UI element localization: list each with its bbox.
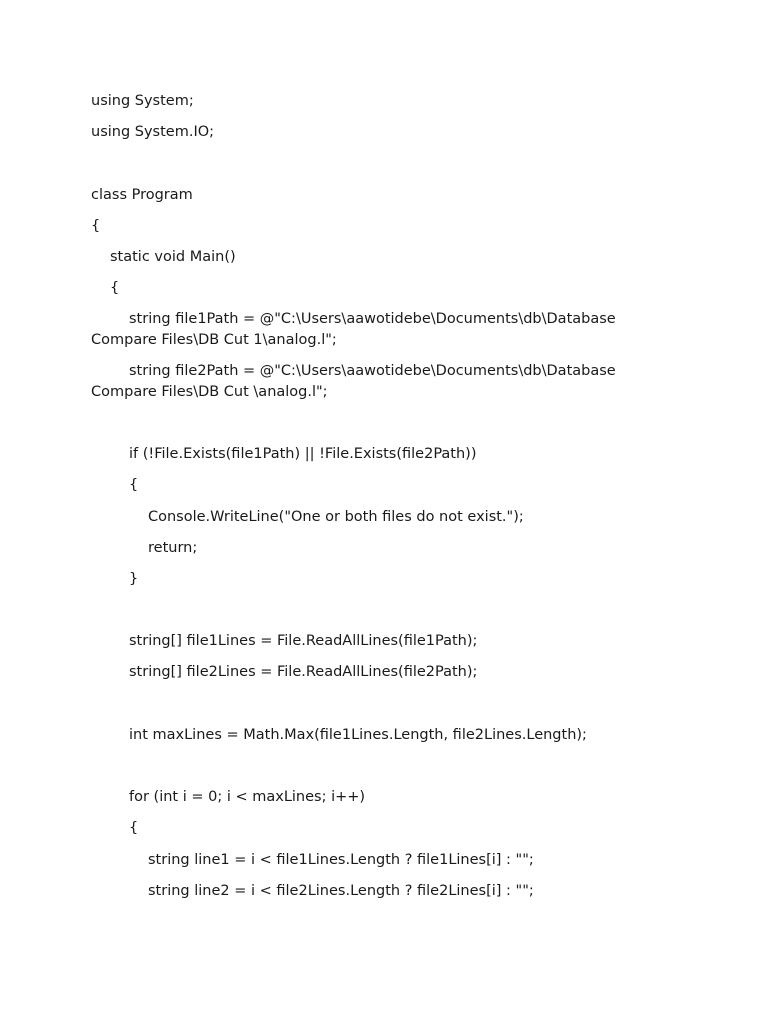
code-line-console-writeline: Console.WriteLine("One or both files do not exist."); [148,509,524,525]
code-line-return: return; [148,540,198,556]
code-line-max-lines: int maxLines = Math.Max(file1Lines.Length, file2Lines.Length); [129,727,587,743]
code-line-for-loop: for (int i = 0; i < maxLines; i++) [129,789,366,805]
code-line-if-open-brace: { [129,477,139,493]
code-line-line2: string line2 = i < file2Lines.Length ? file2Lines[i] : ""; [148,883,534,899]
code-line-file1-lines: string[] file1Lines = File.ReadAllLines(file1Path); [129,633,478,649]
code-line-main-signature: static void Main() [110,249,236,265]
code-line-using-system-io: using System.IO; [91,124,215,140]
code-line-using-system: using System; [91,93,194,109]
code-line-file2-lines: string[] file2Lines = File.ReadAllLines(file2Path); [129,664,478,680]
code-line-for-open-brace: { [129,820,139,836]
code-line-class-declaration: class Program [91,187,193,203]
code-line-if-exists: if (!File.Exists(file1Path) || !File.Exists(file2Path)) [129,446,477,462]
code-line-line1: string line1 = i < file1Lines.Length ? file1Lines[i] : ""; [148,852,534,868]
document-page [91,0,671,1024]
code-line-main-open-brace: { [110,280,120,296]
code-line-if-close-brace: } [129,571,139,587]
code-line-class-open-brace: { [91,218,101,234]
code-line-file1-path: string file1Path = @"C:\Users\aawotidebe\Documents\db\Database Compare Files\DB Cut 1\analog.l"; [91,311,621,348]
code-line-file2-path: string file2Path = @"C:\Users\aawotidebe\Documents\db\Database Compare Files\DB Cut \analog.l"; [91,363,621,400]
